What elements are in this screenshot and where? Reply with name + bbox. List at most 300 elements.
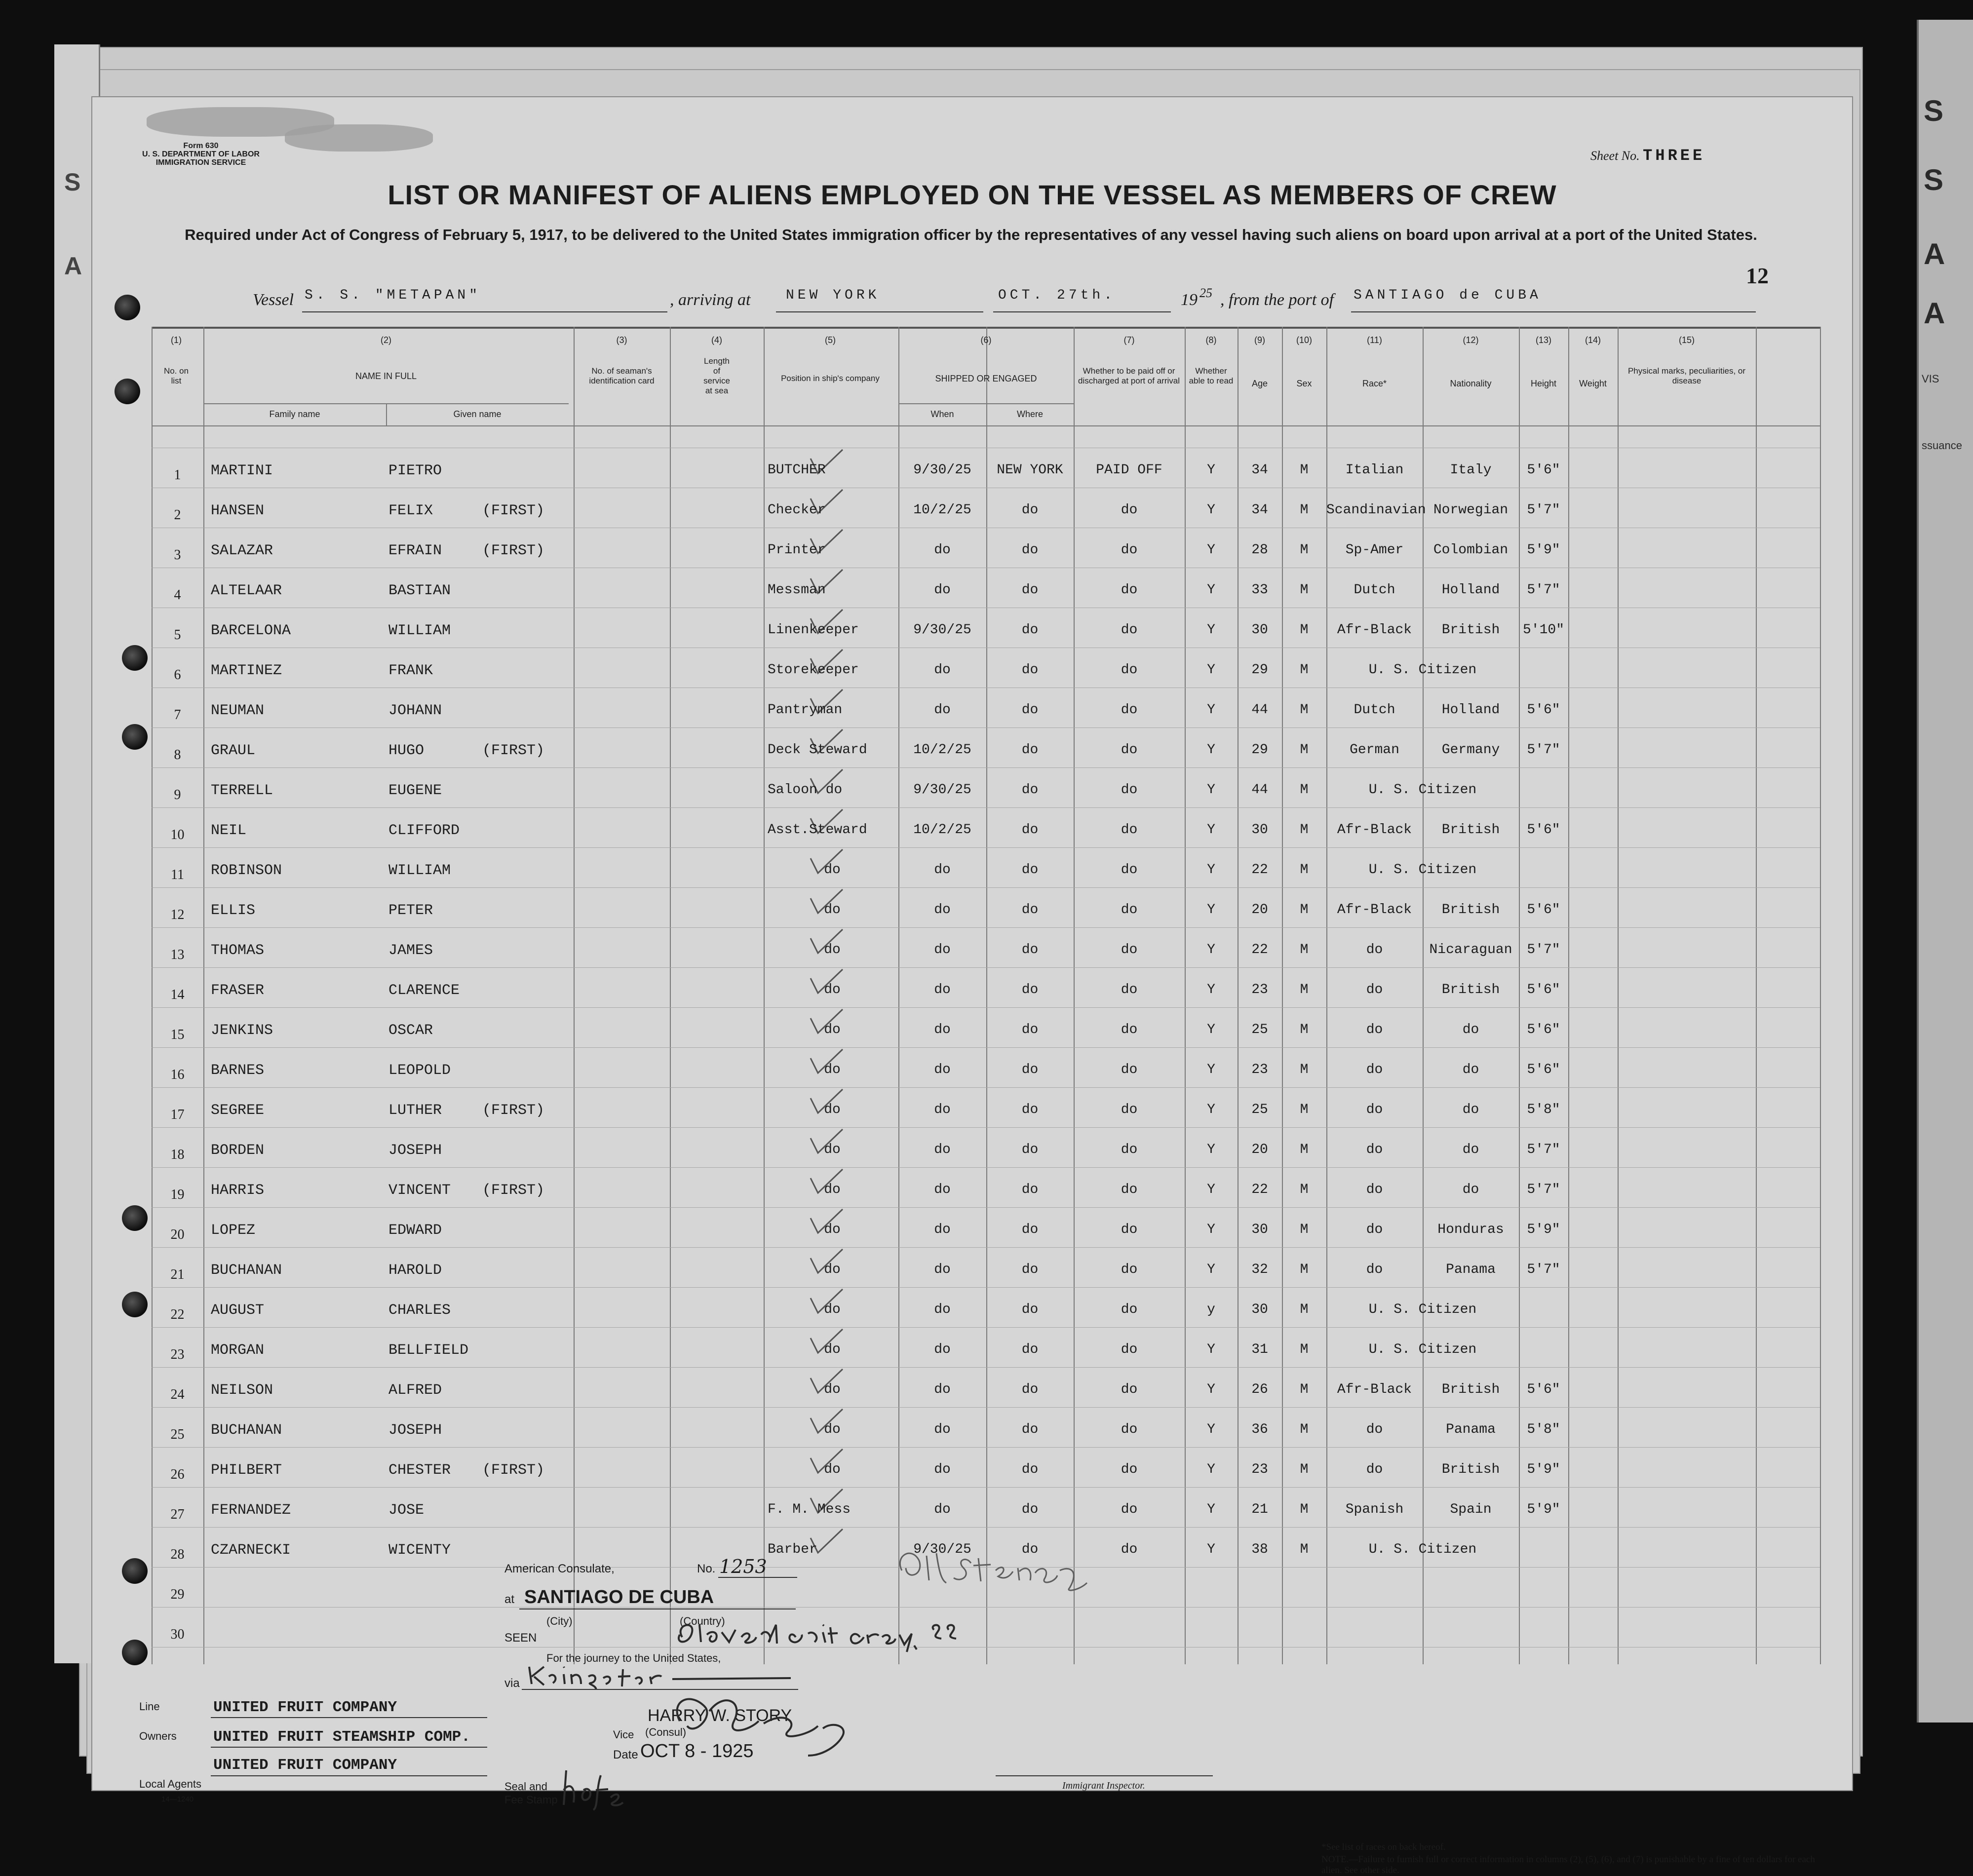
left-edge-letter: A (64, 252, 82, 280)
family-name: BUCHANAN (211, 1422, 282, 1439)
sex: M (1300, 1022, 1309, 1037)
given-name: JOSE (388, 1502, 425, 1519)
paid-off: do (1121, 502, 1138, 518)
able-to-read: Y (1207, 1182, 1215, 1197)
age: 44 (1251, 782, 1268, 798)
position: do (824, 902, 841, 918)
able-to-read: Y (1207, 662, 1215, 678)
row-rule (152, 1247, 1820, 1248)
able-to-read: Y (1207, 1342, 1215, 1357)
row-number: 8 (174, 747, 181, 763)
sex: M (1300, 982, 1309, 997)
position: F. M. Mess (768, 1502, 851, 1517)
able-to-read: Y (1207, 542, 1215, 558)
row-number: 10 (170, 827, 185, 842)
race: Spanish (1345, 1502, 1404, 1517)
owners-value: UNITED FRUIT STEAMSHIP COMP. (213, 1728, 470, 1746)
row-number: 1 (174, 467, 181, 483)
form-number-block (142, 142, 260, 167)
able-to-read: Y (1207, 1382, 1215, 1397)
row-rule (152, 1607, 1820, 1608)
sex: M (1300, 1422, 1309, 1437)
right-edge-text: VIS (1922, 373, 1939, 385)
consulate-label: American Consulate, (504, 1562, 615, 1575)
shipped-where: do (1021, 1542, 1039, 1557)
col-2-given: Given name (453, 409, 502, 419)
given-name: WILLIAM (388, 862, 451, 879)
right-edge-letter: S (1924, 94, 1944, 127)
age: 38 (1251, 1542, 1268, 1557)
row-number: 21 (170, 1267, 185, 1282)
family-name: MORGAN (211, 1342, 265, 1359)
position: do (824, 1062, 841, 1077)
col-7-number: (7) (1123, 335, 1135, 345)
able-to-read: Y (1207, 902, 1215, 918)
col-14-number: (14) (1585, 335, 1601, 345)
paid-off: do (1121, 822, 1138, 838)
family-name: ROBINSON (211, 862, 282, 879)
race: do (1366, 1462, 1383, 1477)
col-11-number: (11) (1367, 335, 1382, 345)
col-10-number: (10) (1296, 335, 1312, 345)
sex: M (1300, 942, 1309, 957)
position: Storekeeper (768, 662, 859, 678)
year-prefix: 19 (1181, 291, 1198, 309)
age: 26 (1251, 1382, 1268, 1397)
race: U. S. Citizen (1368, 862, 1477, 878)
col-8-label: Whether able to read (1189, 366, 1234, 385)
punch-hole (115, 295, 140, 320)
family-name: HARRIS (211, 1182, 265, 1199)
family-name: NEUMAN (211, 702, 265, 719)
position: Asst.Steward (768, 822, 867, 838)
row-number: 25 (170, 1427, 185, 1442)
row-rule (152, 1407, 1820, 1408)
sex: M (1300, 1502, 1309, 1517)
row-number: 15 (170, 1027, 185, 1042)
race: U. S. Citizen (1368, 662, 1477, 678)
age: 34 (1251, 462, 1268, 478)
sex: M (1300, 782, 1309, 798)
handwritten-fee-note (556, 1761, 625, 1815)
shipped-when: do (934, 1102, 951, 1117)
date-label: Date (613, 1748, 638, 1761)
torn-paper-mark (285, 124, 433, 152)
name-note: (FIRST) (482, 1182, 545, 1199)
row-number: 30 (170, 1627, 185, 1642)
consulate-date: OCT 8 - 1925 (640, 1741, 754, 1761)
right-edge-text: ssuance (1922, 439, 1962, 452)
nationality: do (1462, 1102, 1479, 1117)
col-6-where: Where (1016, 409, 1043, 419)
age: 23 (1251, 982, 1268, 997)
punch-hole (122, 1640, 148, 1665)
race: Afr-Black (1337, 822, 1412, 838)
family-name: NEILSON (211, 1382, 273, 1399)
vice-label: Vice (613, 1728, 634, 1741)
paid-off: do (1121, 662, 1138, 678)
city-caption: (City) (546, 1615, 573, 1627)
able-to-read: Y (1207, 782, 1215, 798)
handwritten-note-crew (672, 1615, 1047, 1654)
family-name: ALTELAAR (211, 582, 282, 599)
race: Scandinavian (1326, 502, 1426, 518)
row-number: 19 (170, 1187, 185, 1202)
paid-off: do (1121, 1222, 1138, 1237)
row-rule (152, 1487, 1820, 1488)
shipped-where: do (1021, 1502, 1039, 1517)
sex: M (1300, 1062, 1309, 1077)
row-number: 2 (174, 507, 181, 523)
race: do (1366, 942, 1383, 957)
col-11-label: Race* (1362, 379, 1387, 388)
sex: M (1300, 822, 1309, 838)
underline (996, 1775, 1213, 1776)
position: Saloon do (768, 782, 843, 798)
shipped-when: do (934, 1382, 951, 1397)
consulate-number: 1253 (719, 1556, 767, 1577)
col-2-family: Family name (269, 409, 320, 419)
paid-off: do (1121, 1382, 1138, 1397)
shipped-when: do (934, 1502, 951, 1517)
shipped-where: do (1021, 1462, 1039, 1477)
col-7-label: Whether to be paid off or discharged at port of arrival (1078, 366, 1180, 385)
row-number: 7 (174, 707, 181, 723)
right-page-edge (1917, 20, 1973, 1723)
given-name: CHESTER (388, 1462, 451, 1479)
shipped-where: do (1021, 902, 1039, 918)
able-to-read: Y (1207, 1542, 1215, 1557)
position: do (824, 1222, 841, 1237)
row-rule (152, 887, 1820, 888)
able-to-read: Y (1207, 742, 1215, 758)
col-2-number: (2) (381, 335, 391, 345)
race: do (1366, 1422, 1383, 1437)
nationality: British (1441, 622, 1500, 638)
position: do (824, 1382, 841, 1397)
penalty-note: NOTE.—Failure to furnish full or correct information in columns (2), (5), (6), and (7) is punishable by a fine of ten dollars for each alien. See other side. (1321, 1854, 1815, 1876)
row-number: 3 (174, 547, 181, 563)
race: U. S. Citizen (1368, 782, 1477, 798)
able-to-read: Y (1207, 982, 1215, 997)
sex: M (1300, 742, 1309, 758)
via-label: via (504, 1677, 520, 1690)
vessel-line (253, 286, 1773, 315)
nationality: Panama (1446, 1422, 1496, 1437)
age: 34 (1251, 502, 1268, 518)
col-5-number: (5) (825, 335, 836, 345)
age: 22 (1251, 862, 1268, 878)
consulate-no-label: No. (697, 1562, 716, 1575)
from-port-label: , from the port of (1220, 291, 1334, 309)
race: Dutch (1354, 582, 1395, 598)
height: 5'7" (1527, 582, 1560, 598)
owners-label: Owners (139, 1730, 177, 1742)
paid-off: do (1121, 1022, 1138, 1037)
paid-off: do (1121, 742, 1138, 758)
col-10-label: Sex (1296, 379, 1312, 388)
family-name: JENKINS (211, 1022, 273, 1039)
given-name: PIETRO (388, 462, 442, 479)
height: 5'6" (1527, 822, 1560, 838)
consul-name: HARRY W. STORY (648, 1706, 792, 1725)
fee-stamp-label: Fee Stamp (504, 1794, 558, 1806)
name-note: (FIRST) (482, 742, 545, 759)
shipped-when: do (934, 1182, 951, 1197)
col-15-label: Physical marks, peculiarities, or disease (1627, 366, 1746, 385)
row-number: 12 (170, 907, 185, 922)
underline (519, 1608, 796, 1609)
shipped-where: do (1021, 1182, 1039, 1197)
age: 33 (1251, 582, 1268, 598)
height: 5'8" (1527, 1422, 1560, 1437)
service-name: IMMIGRATION SERVICE (155, 158, 246, 167)
shipped-where: do (1021, 1422, 1039, 1437)
col-12-label: Nationality (1450, 379, 1492, 388)
given-name: VINCENT (388, 1182, 451, 1199)
row-rule (152, 1367, 1820, 1368)
nationality: Holland (1441, 582, 1500, 598)
underline (211, 1775, 487, 1776)
given-name: HUGO (388, 742, 425, 759)
page-number: 12 (1746, 263, 1769, 288)
paid-off: do (1121, 1462, 1138, 1477)
able-to-read: y (1207, 1302, 1215, 1317)
race: Afr-Black (1337, 622, 1412, 638)
row-number: 16 (170, 1067, 185, 1082)
row-number: 4 (174, 587, 181, 603)
journey-label: For the journey to the United States, (546, 1652, 721, 1664)
given-name: CLIFFORD (388, 822, 460, 839)
shipped-where: do (1021, 702, 1039, 718)
paid-off: do (1121, 542, 1138, 558)
form-code: 14—1240 (161, 1795, 194, 1803)
race: U. S. Citizen (1368, 1542, 1477, 1557)
row-rule (152, 1007, 1820, 1008)
height: 5'9" (1527, 542, 1560, 558)
row-number: 26 (170, 1467, 185, 1482)
row-rule (152, 1087, 1820, 1088)
able-to-read: Y (1207, 1022, 1215, 1037)
able-to-read: Y (1207, 582, 1215, 598)
height: 5'7" (1527, 1262, 1560, 1277)
name-note: (FIRST) (482, 1102, 545, 1119)
given-name: PETER (388, 902, 433, 919)
shipped-where: do (1021, 942, 1039, 957)
family-name: SALAZAR (211, 542, 273, 559)
race: do (1366, 982, 1383, 997)
age: 20 (1251, 1142, 1268, 1157)
row-rule (152, 1167, 1820, 1168)
punch-hole (122, 1558, 148, 1584)
sex: M (1300, 502, 1309, 518)
given-name: EUGENE (388, 782, 442, 799)
nationality: do (1462, 1182, 1479, 1197)
able-to-read: Y (1207, 1262, 1215, 1277)
age: 30 (1251, 822, 1268, 838)
row-number: 22 (170, 1307, 185, 1322)
sex: M (1300, 1102, 1309, 1117)
col-12-number: (12) (1463, 335, 1479, 345)
nationality: British (1441, 1462, 1500, 1477)
able-to-read: Y (1207, 1062, 1215, 1077)
race: Sp-Amer (1345, 542, 1404, 558)
sex: M (1300, 1462, 1309, 1477)
sheet-number-value: THREE (1643, 147, 1705, 165)
able-to-read: Y (1207, 1102, 1215, 1117)
able-to-read: Y (1207, 1422, 1215, 1437)
height: 5'7" (1527, 1142, 1560, 1157)
shipped-where: do (1021, 1062, 1039, 1077)
row-rule (152, 1047, 1820, 1048)
family-name: AUGUST (211, 1302, 265, 1319)
age: 22 (1251, 1182, 1268, 1197)
arrival-date: OCT. 27th. (998, 288, 1116, 303)
shipped-where: do (1021, 1262, 1039, 1277)
given-name: CLARENCE (388, 982, 460, 999)
row-rule (152, 1527, 1820, 1528)
sex: M (1300, 622, 1309, 638)
family-name: ELLIS (211, 902, 256, 919)
paid-off: do (1121, 1102, 1138, 1117)
col-6-when: When (930, 409, 954, 419)
shipped-where: do (1021, 1222, 1039, 1237)
able-to-read: Y (1207, 702, 1215, 718)
given-name: JAMES (388, 942, 433, 959)
age: 30 (1251, 1222, 1268, 1237)
underline (1351, 311, 1756, 312)
paid-off: do (1121, 982, 1138, 997)
sheet-number-label: Sheet No. (1590, 149, 1640, 163)
shipped-when: do (934, 582, 951, 598)
position: do (824, 1262, 841, 1277)
shipped-when: do (934, 1462, 951, 1477)
family-name: MARTINEZ (211, 662, 282, 679)
shipped-when: do (934, 982, 951, 997)
race-footnote: *See list of races on back hereof. (1321, 1842, 1446, 1852)
able-to-read: Y (1207, 502, 1215, 518)
col-13-number: (13) (1535, 335, 1551, 345)
sex: M (1300, 1262, 1309, 1277)
seen-label: SEEN (504, 1631, 537, 1645)
underline (718, 1577, 797, 1578)
shipped-when: 10/2/25 (913, 742, 971, 758)
shipped-when: do (934, 1302, 951, 1317)
punch-hole (122, 1292, 148, 1317)
punch-hole (122, 1205, 148, 1231)
paid-off: do (1121, 582, 1138, 598)
col-9-number: (9) (1254, 335, 1265, 345)
family-name: FERNANDEZ (211, 1502, 291, 1519)
paid-off: do (1121, 902, 1138, 918)
shipped-where: do (1021, 582, 1039, 598)
sex: M (1300, 902, 1309, 918)
line-label: Line (139, 1700, 160, 1713)
shipped-where: do (1021, 982, 1039, 997)
shipped-when: do (934, 1342, 951, 1357)
col-4-label: Length of service at sea (703, 356, 730, 395)
able-to-read: Y (1207, 462, 1215, 478)
shipped-where: do (1021, 502, 1039, 518)
right-edge-letter: A (1924, 297, 1945, 330)
family-name: FRASER (211, 982, 265, 999)
paid-off: do (1121, 1062, 1138, 1077)
nationality: Spain (1450, 1502, 1492, 1517)
nationality: do (1462, 1142, 1479, 1157)
sex: M (1300, 542, 1309, 558)
race: U. S. Citizen (1368, 1342, 1477, 1357)
nationality: do (1462, 1062, 1479, 1077)
shipped-where: do (1021, 1302, 1039, 1317)
row-number: 27 (170, 1507, 185, 1522)
family-name: LOPEZ (211, 1222, 256, 1239)
row-number: 17 (170, 1107, 185, 1122)
nationality: British (1441, 982, 1500, 997)
sex: M (1300, 862, 1309, 878)
row-number: 28 (170, 1547, 185, 1562)
nationality: Honduras (1437, 1222, 1504, 1237)
shipped-when: do (934, 662, 951, 678)
family-name: CZARNECKI (211, 1542, 291, 1559)
height: 5'7" (1527, 942, 1560, 957)
shipped-where: do (1021, 782, 1039, 798)
shipped-when: do (934, 1142, 951, 1157)
row-number: 9 (174, 787, 181, 803)
sex: M (1300, 1382, 1309, 1397)
position: Checker (768, 502, 826, 518)
underline (302, 311, 667, 312)
shipped-when: do (934, 542, 951, 558)
shipped-where: do (1021, 1102, 1039, 1117)
shipped-when: 9/30/25 (913, 622, 971, 638)
shipped-when: do (934, 1422, 951, 1437)
inspector-label: Immigrant Inspector. (1062, 1780, 1145, 1791)
department-name: U. S. DEPARTMENT OF LABOR (142, 150, 260, 158)
right-edge-letter: A (1924, 237, 1945, 270)
height: 5'9" (1527, 1462, 1560, 1477)
age: 31 (1251, 1342, 1268, 1357)
height: 5'7" (1527, 1182, 1560, 1197)
family-name: BORDEN (211, 1142, 265, 1159)
agents-label: Local Agents (139, 1778, 201, 1790)
col-9-label: Age (1251, 379, 1268, 388)
position: do (824, 1182, 841, 1197)
position: do (824, 1022, 841, 1037)
col-5-label: Position in ship's company (781, 374, 880, 383)
nationality: Holland (1441, 702, 1500, 718)
age: 44 (1251, 702, 1268, 718)
shipped-where: NEW YORK (997, 462, 1063, 478)
left-edge-letter: S (64, 168, 81, 196)
footnote (1321, 1842, 1815, 1876)
family-name: THOMAS (211, 942, 265, 959)
height: 5'6" (1527, 1022, 1560, 1037)
shipped-when: do (934, 862, 951, 878)
line-value: UNITED FRUIT COMPANY (213, 1699, 397, 1716)
height: 5'6" (1527, 902, 1560, 918)
height: 5'7" (1527, 502, 1560, 518)
family-name: MARTINI (211, 462, 273, 479)
shipped-when: 9/30/25 (913, 462, 971, 478)
family-name: TERRELL (211, 782, 273, 799)
handwritten-signature (892, 1541, 1109, 1595)
row-rule (152, 807, 1820, 808)
nationality: do (1462, 1022, 1479, 1037)
position: Deck Steward (768, 742, 867, 758)
given-name: BELLFIELD (388, 1342, 469, 1359)
paid-off: do (1121, 622, 1138, 638)
underline (211, 1717, 487, 1718)
